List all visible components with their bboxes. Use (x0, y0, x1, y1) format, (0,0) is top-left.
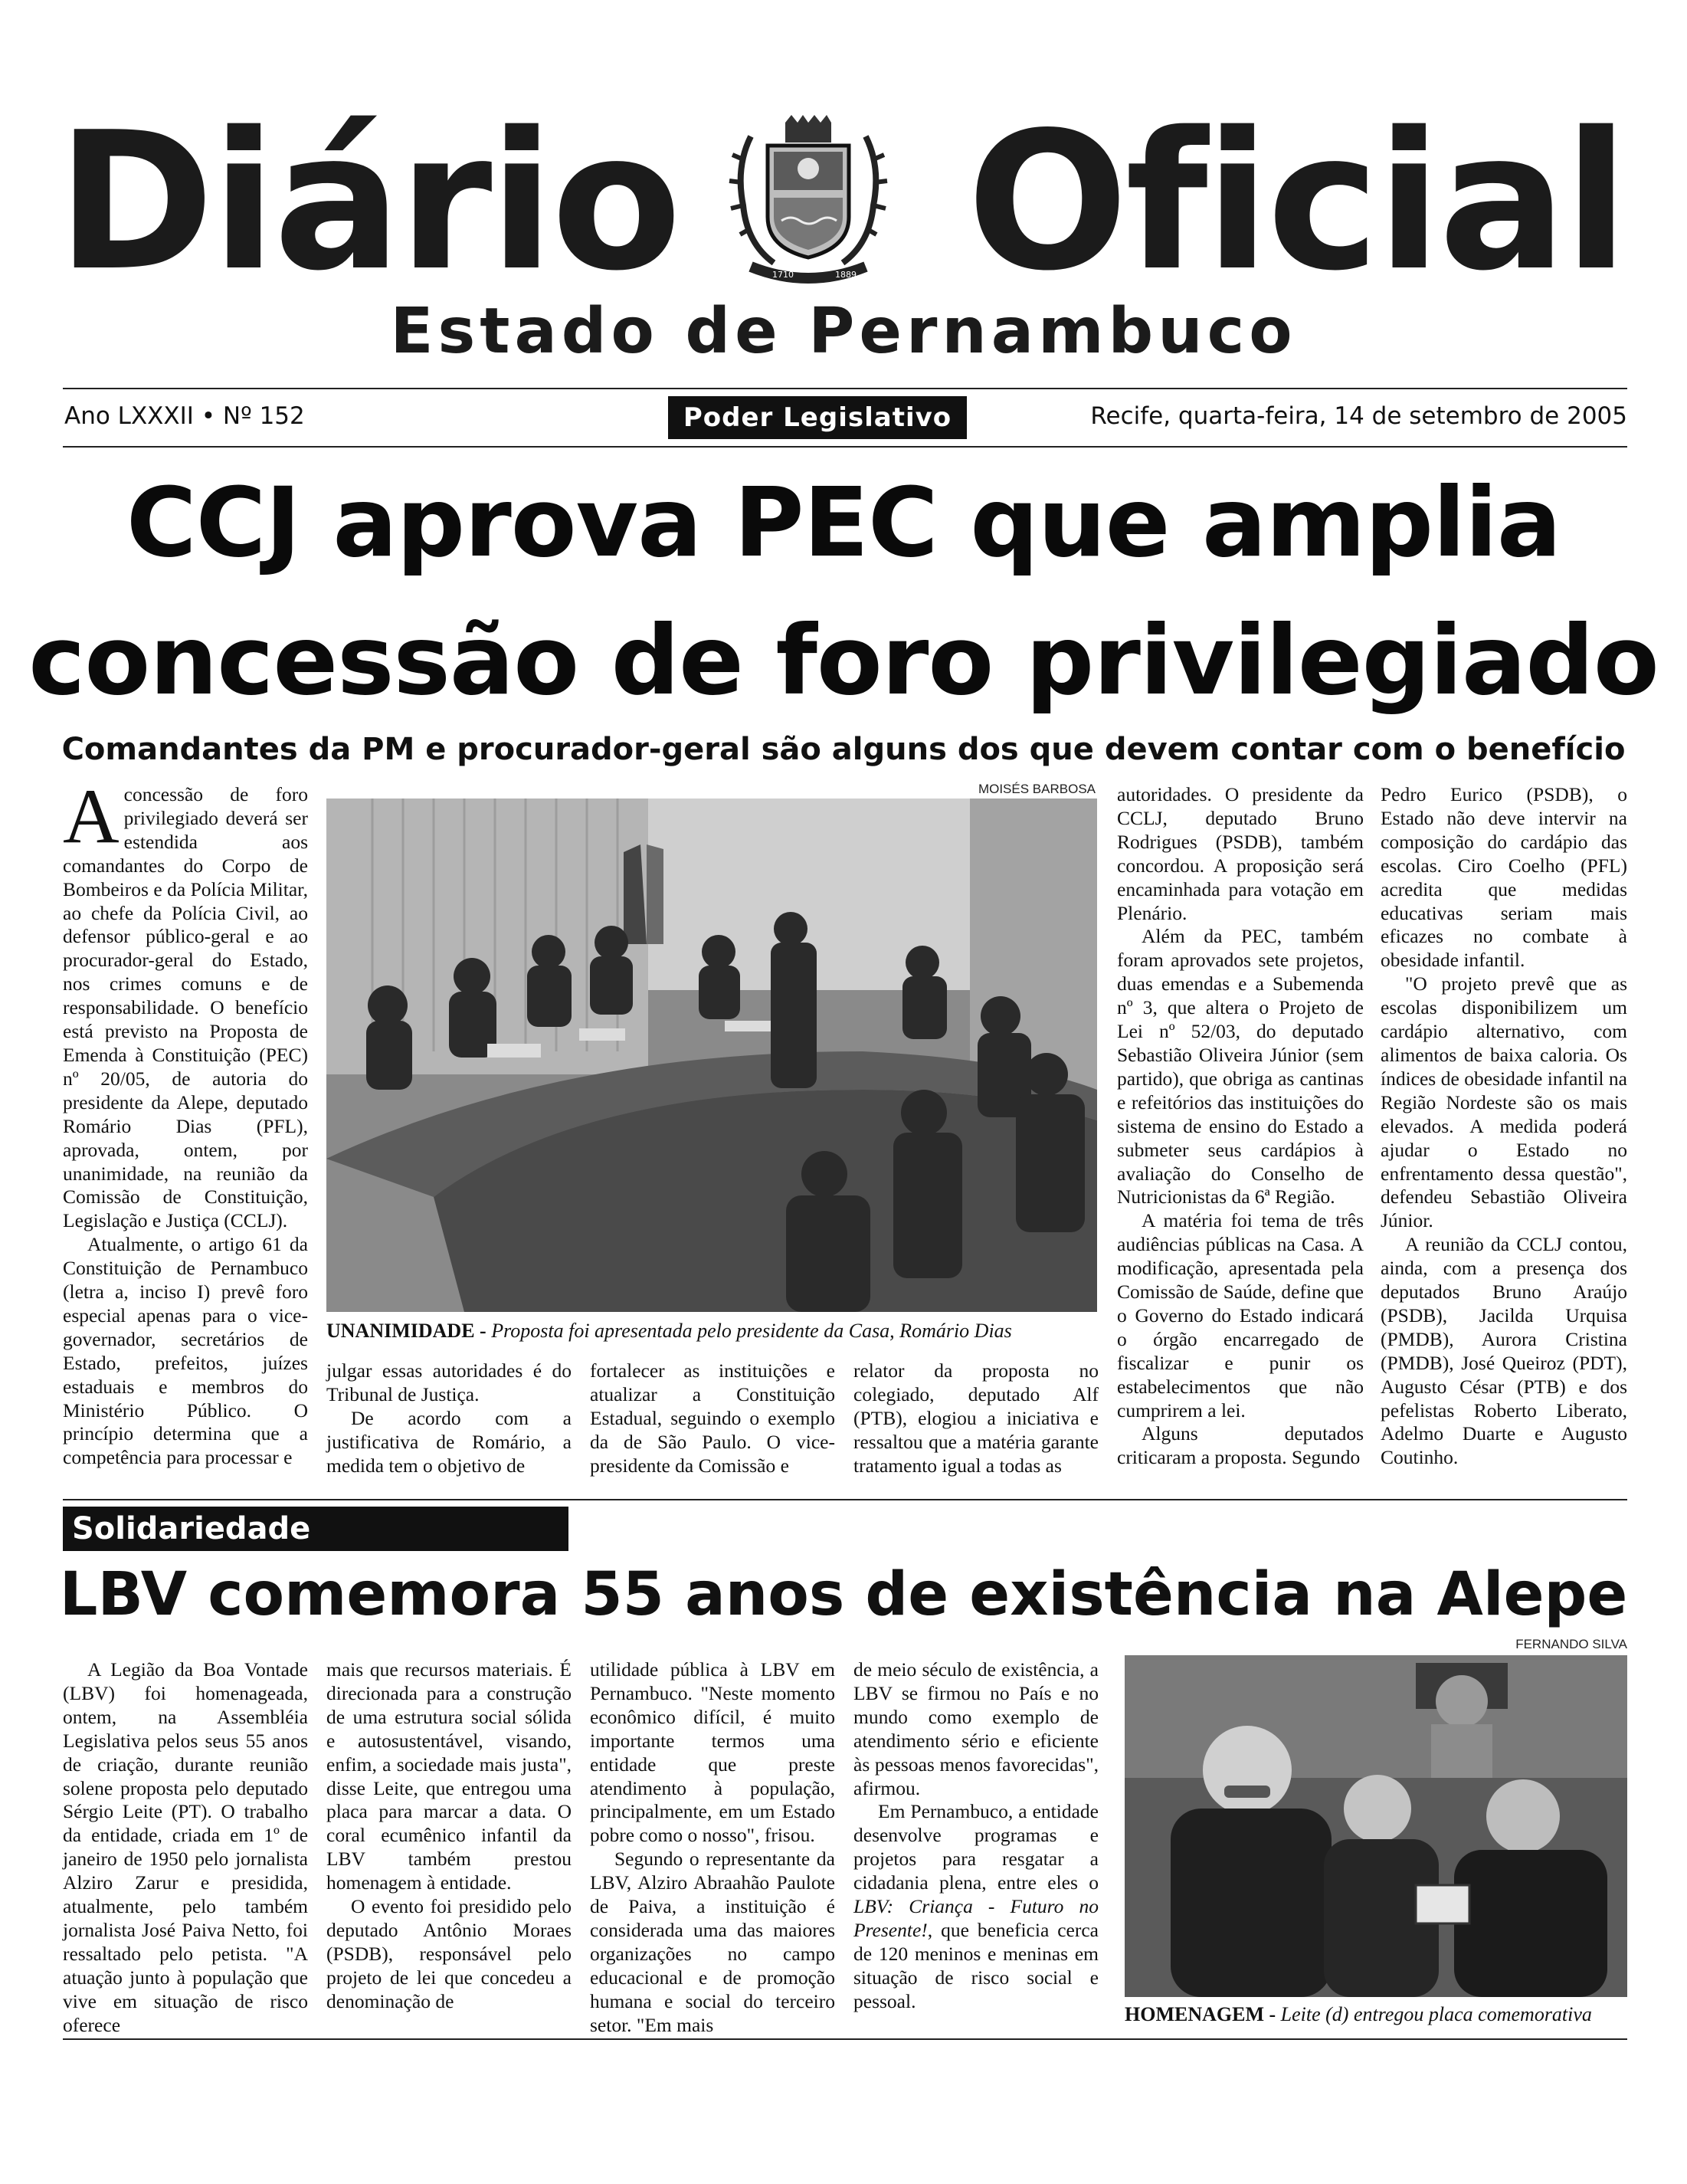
lead-deck: Comandantes da PM e procurador-geral são alguns dos que devem contar com o benefício (61, 732, 1626, 767)
second-headline: LBV comemora 55 anos de existência na Alepe (59, 1560, 1628, 1629)
second-photo-credit: FERNANDO SILVA (1515, 1637, 1627, 1651)
lead-paragraph: Aconcessão de foro privilegiado deverá ser estendida aos comandantes do Corpo de Bombeiros e da Polícia Militar, ao chefe da Polícia Civil, ao defensor público-geral e ao procurador-geral do Estado, nos crimes comuns e de responsabilidade. O benefício está previsto na Proposta de Emenda à Constituição (PEC) nº 20/05, de autoria do presidente da Alepe, deputado Romário Dias (PFL), aprovada, ontem, por unanimidade, na reunião da Comissão de Constituição, Legislação e Justiça (CCLJ). (63, 773, 308, 1232)
second-column-2 (326, 1658, 572, 2014)
second-column-3 (590, 1658, 835, 2038)
lead-column-3 (590, 1359, 835, 1478)
second-paragraph: de meio século de existência, a LBV se firmou no País e no mundo como exemplo de atendimento sério e eficiente às pessoas menos favorecidas", afirmou. (853, 1658, 1099, 1799)
issue-number: Ano LXXXII • Nº 152 (64, 402, 305, 430)
caption-label: HOMENAGEM - (1125, 2003, 1276, 2025)
second-photo-caption (1125, 2003, 1627, 2026)
masthead-rule-top (63, 388, 1627, 389)
caption-label: UNANIMIDADE - (326, 1320, 486, 1342)
lead-column-2 (326, 1359, 572, 1478)
lead-paragraph: "O projeto prevê que as escolas disponibilizem um cardápio alternativo, com alimentos de baixa caloria. Os índices de obesidade infantil na Região Nordeste são os mais elevados. A medida poderá ajudar o Estado no enfrentamento dessa questão", defendeu Sebastião Oliveira Júnior. (1381, 972, 1627, 1232)
section-label-solidariedade: Solidariedade (63, 1507, 568, 1551)
page-bottom-rule (63, 2038, 1627, 2040)
masthead-title-left: Diário (57, 92, 679, 313)
masthead-title-right: Oficial (967, 92, 1626, 313)
lead-paragraph: Pedro Eurico (PSDB), o Estado não deve intervir na composição do cardápio das escolas. Ciro Coelho (PFL) acredita que medidas educativas seriam mais eficazes no combate à obesidade infantil. (1381, 783, 1627, 972)
lead-column-5 (1117, 783, 1364, 1470)
lead-paragraph: Além da PEC, também foram aprovados sete projetos, duas emendas e a Subemenda nº 3, que altera o Projeto de Lei nº 52/03, do deputado Sebastião Oliveira Júnior (sem partido), que obriga as cantinas e refeitórios das instituições do sistema de ensino do Estado a submeter seus cardápios à avaliação do Conselho de Nutricionistas da 6ª Região. (1117, 925, 1364, 1208)
section-divider (63, 1499, 1627, 1500)
second-paragraph: Em Pernambuco, a entidade desenvolve programas e projetos para resgatar a cidadania plena, entre eles o LBV: Criança - Futuro no Presente!, que beneficia cerca de 120 meninos e meninas em situação de risco social e pessoal. (853, 1800, 1099, 2012)
svg-text:1710: 1710 (772, 270, 794, 280)
caption-text: Proposta foi apresentada pelo presidente da Casa, Romário Dias (491, 1320, 1012, 1342)
lead-paragraph: Atualmente, o artigo 61 da Constituição de Pernambuco (letra a, inciso I) prevê foro especial apenas para o vice-governador, secretários de Estado, prefeitos, juízes estaduais e membros do Ministério Público. O princípio determina que a competência para processar e (63, 1233, 308, 1469)
lead-headline-line-1: CCJ aprova PEC que amplia (126, 467, 1561, 579)
lead-photo (326, 799, 1097, 1312)
lead-headline-line-2: concessão de foro privilegiado (28, 605, 1659, 717)
section-badge: Poder Legislativo (668, 396, 967, 439)
lead-paragraph: A matéria foi tema de três audiências públicas na Casa. A modificação, apresentada pela Comissão de Saúde, define que o Governo do Estado indicará o órgão encarregado de fiscalizar e punir os estabelecimentos que não cumprirem a lei. (1117, 1209, 1364, 1422)
lead-paragraph: De acordo com a justificativa de Romário, a medida tem o objetivo de (326, 1406, 572, 1477)
second-paragraph: utilidade pública à LBV em Pernambuco. "Neste momento econômico difícil, é muito importante termos uma entidade que preste atendimento à população, principalmente, em um Estado pobre como o nosso", frisou. (590, 1658, 835, 1847)
lead-paragraph: relator da proposta no colegiado, deputado Alf (PTB), elogiou a iniciativa e ressaltou que a matéria garante tratamento igual a todas as (853, 1359, 1099, 1477)
coat-of-arms-icon (720, 113, 896, 291)
dateline: Recife, quarta-feira, 14 de setembro de 2005 (1090, 402, 1627, 430)
lead-photo-caption (326, 1320, 1097, 1343)
second-column-4 (853, 1658, 1099, 2014)
second-photo (1125, 1655, 1627, 1997)
masthead-rule-bottom (63, 446, 1627, 448)
lead-paragraph: autoridades. O presidente da CCLJ, deputado Bruno Rodrigues (PSDB), também concordou. A proposição será encaminhada para votação em Plenário. (1117, 783, 1364, 924)
lead-column-1 (63, 773, 308, 1470)
masthead-subtitle: Estado de Pernambuco (390, 295, 1297, 368)
lead-paragraph: fortalecer as instituições e atualizar a Constituição Estadual, seguindo o exemplo da de São Paulo. O vice-presidente da Comissão e (590, 1359, 835, 1477)
second-column-1 (63, 1658, 308, 2038)
lead-column-6 (1381, 783, 1627, 1470)
second-paragraph: A Legião da Boa Vontade (LBV) foi homenageada, ontem, na Assembléia Legislativa pelos seus 55 anos de criação, durante reunião solene proposta pelo deputado Sérgio Leite (PT). O trabalho da entidade, criada em 1º de janeiro de 1950 pelo jornalista Alziro Zarur e presidida, atualmente, pelo também jornalista José Paiva Netto, foi ressaltado pelo petista. "A atuação junto à população que vive em situação de risco oferece (63, 1658, 308, 2036)
lead-column-4 (853, 1359, 1099, 1478)
drop-cap: A (63, 773, 120, 860)
lead-paragraph: julgar essas autoridades é do Tribunal de Justiça. (326, 1359, 572, 1405)
lead-photo-credit: MOISÉS BARBOSA (978, 782, 1096, 796)
caption-text: Leite (d) entregou placa comemorativa (1280, 2003, 1592, 2025)
lead-paragraph: Alguns deputados criticaram a proposta. Segundo (1117, 1422, 1364, 1469)
second-paragraph: O evento foi presidido pelo deputado Antônio Moraes (PSDB), responsável pelo projeto de lei que concedeu a denominação de (326, 1895, 572, 2012)
svg-text:1889: 1889 (835, 270, 857, 280)
lead-paragraph: A reunião da CCLJ contou, ainda, com a presença dos deputados Bruno Araújo (PSDB), Jacilda Urquisa (PMDB), Aurora Cristina (PMDB), José Queiroz (PDT), Augusto César (PTB) e dos pefelistas Roberto Liberato, Adelmo Duarte e Augusto Coutinho. (1381, 1233, 1627, 1469)
second-paragraph: Segundo o representante da LBV, Alziro Abraahão Paulote de Paiva, a instituição é considerada uma das maiores organizações no campo educacional e de promoção humana e social do terceiro setor. "Em mais (590, 1848, 835, 2036)
second-paragraph: mais que recursos materiais. É direcionada para a construção de uma estrutura social sólida e autosustentável, visando, enfim, a sociedade mais justa", disse Leite, que entregou uma placa para marcar a data. O coral ecumênico infantil da LBV também prestou homenagem à entidade. (326, 1658, 572, 1894)
